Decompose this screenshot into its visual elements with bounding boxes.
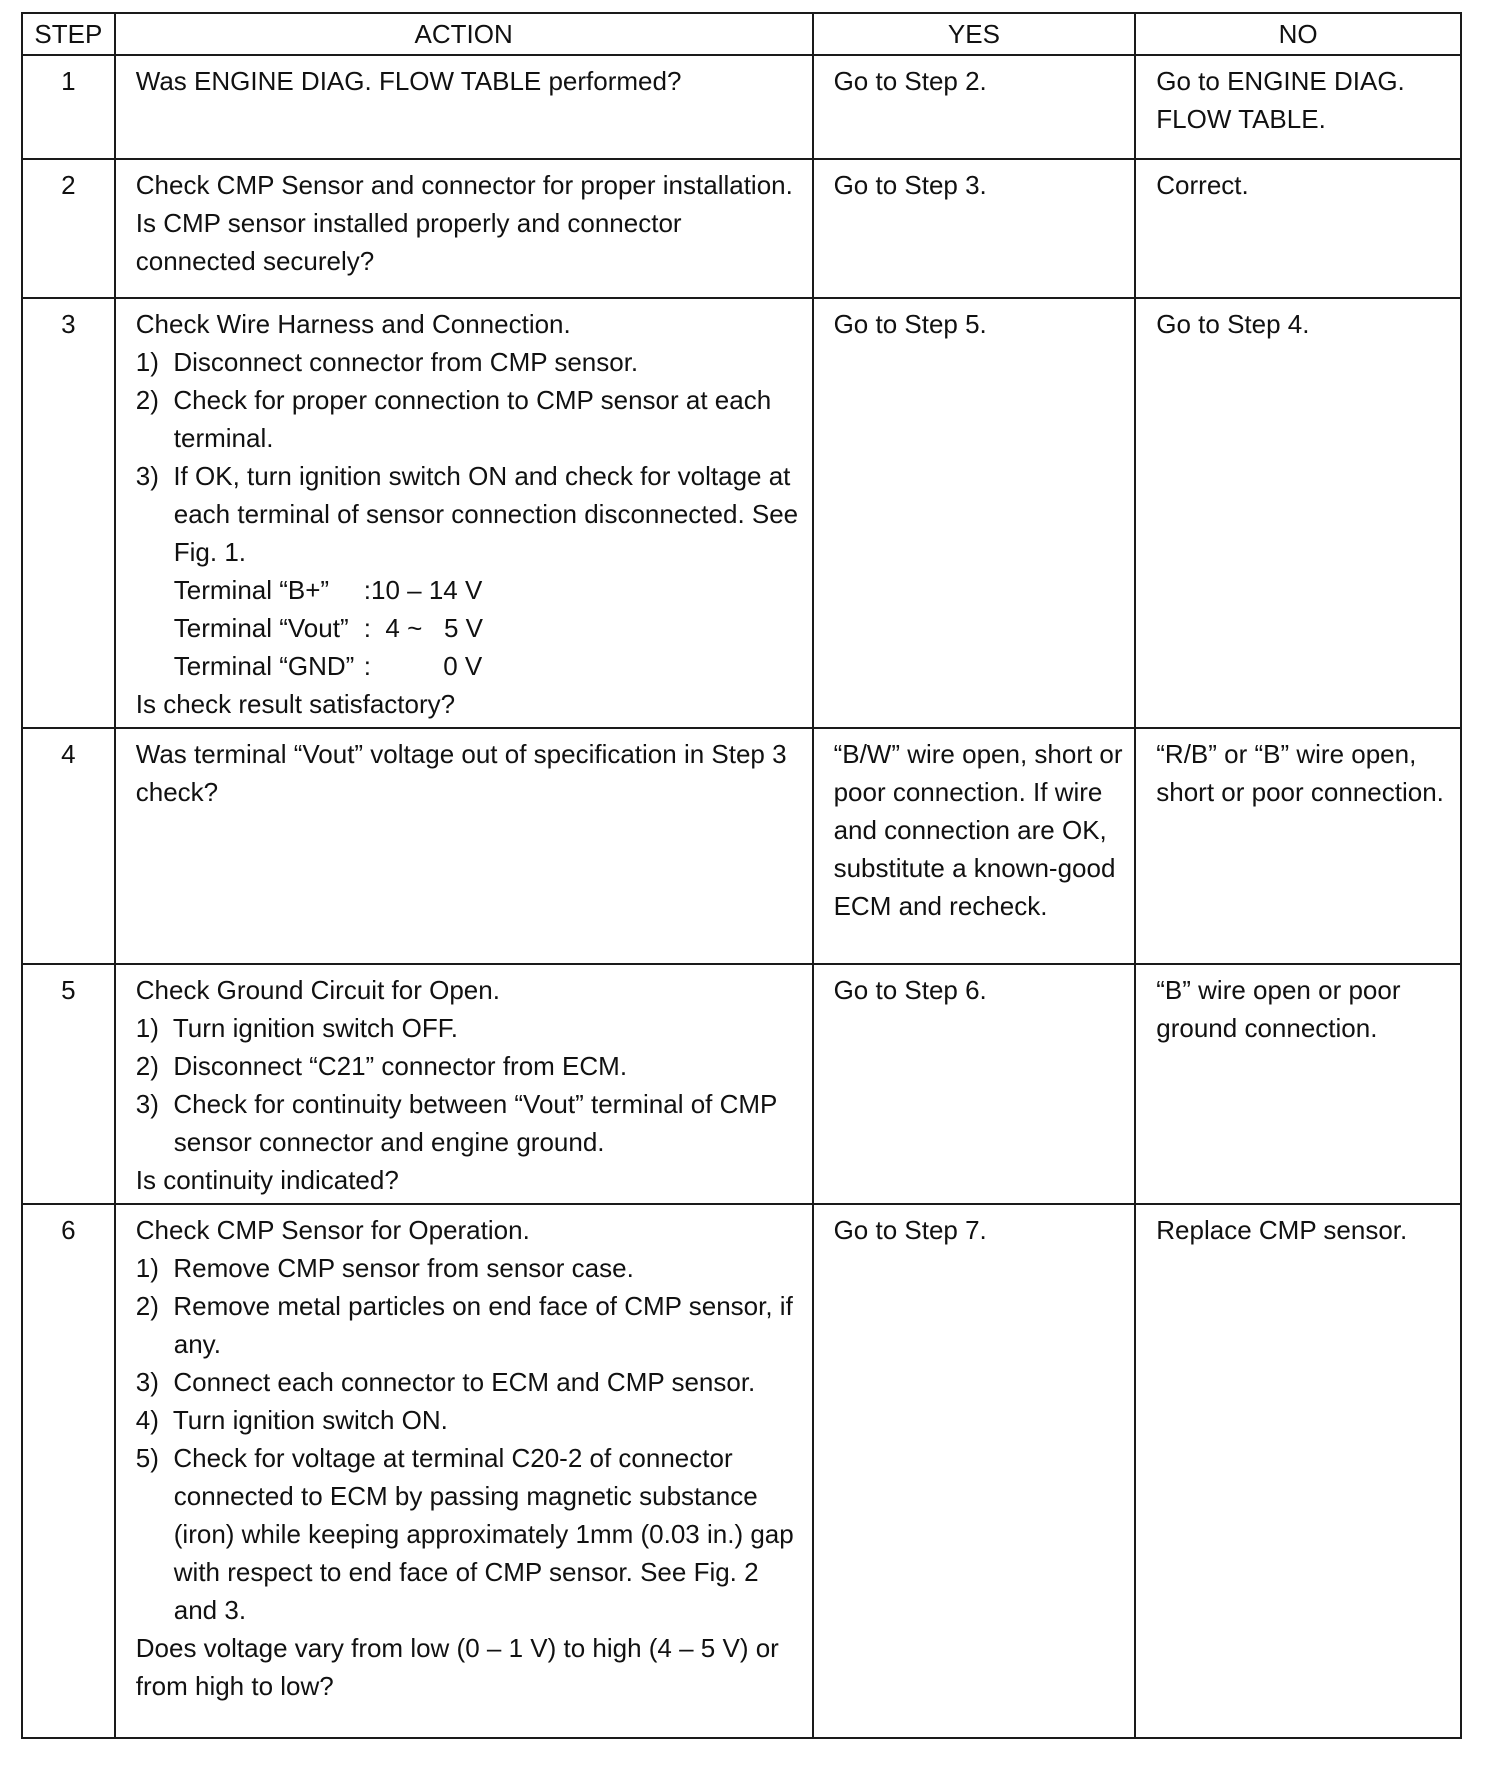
action-intro: Check Wire Harness and Connection. (135, 309, 571, 339)
action-substep: 3) Check for continuity between “Vout” terminal of CMP sensor connector and engine ground. (135, 1089, 777, 1157)
action-substep: 2) Check for proper connection to CMP sensor at each terminal. (135, 385, 772, 453)
table-row (22, 1204, 1461, 1738)
table-row (22, 964, 1461, 1204)
action-cell (115, 728, 813, 964)
table-row (22, 55, 1461, 159)
action-substep: 2) Remove metal particles on end face of CMP sensor, if any. (135, 1291, 793, 1359)
action-intro: Check CMP Sensor for Operation. (135, 1215, 530, 1245)
measurement-label: Terminal “B+” (173, 575, 330, 605)
yes-cell: Go to Step 7. (813, 1204, 1136, 1738)
action-intro: Check Ground Circuit for Open. (135, 975, 500, 1005)
action-question: Is continuity indicated? (135, 1165, 399, 1195)
yes-cell: “B/W” wire open, short or poor connection. If wire and connection are OK, substitute a known-good ECM and recheck. (813, 728, 1136, 964)
action-question: Does voltage vary from low (0 – 1 V) to high (4 – 5 V) or from high to low? (135, 1633, 779, 1701)
diagnostic-flow-table (21, 12, 1462, 1739)
step-number: 5 (22, 964, 115, 1204)
action-intro: Check CMP Sensor and connector for proper installation. (135, 170, 793, 200)
table-row (22, 728, 1461, 964)
yes-cell: Go to Step 6. (813, 964, 1136, 1204)
action-substep: 1) Turn ignition switch OFF. (135, 1013, 458, 1043)
measurement-line (136, 647, 802, 685)
measurement-line (136, 571, 802, 609)
no-cell: “B” wire open or poor ground connection. (1135, 964, 1461, 1204)
table-row (22, 298, 1461, 728)
table-row (22, 159, 1461, 298)
action-cell (115, 298, 813, 728)
header-no: NO (1135, 13, 1461, 55)
header-row (22, 13, 1461, 55)
action-intro: Was terminal “Vout” voltage out of specification in Step 3 check? (135, 739, 787, 807)
measurement-label: Terminal “Vout” (173, 613, 349, 643)
yes-cell: Go to Step 5. (813, 298, 1136, 728)
measurement-label: Terminal “GND” (173, 651, 355, 681)
step-number: 6 (22, 1204, 115, 1738)
yes-cell: Go to Step 3. (813, 159, 1136, 298)
measurement-value: : 0 V (363, 651, 483, 681)
no-cell: “R/B” or “B” wire open, short or poor connection. (1135, 728, 1461, 964)
action-cell (115, 159, 813, 298)
header-yes: YES (813, 13, 1136, 55)
action-cell (115, 964, 813, 1204)
step-number: 2 (22, 159, 115, 298)
action-question: Is CMP sensor installed properly and connector connected securely? (135, 208, 682, 276)
measurement-value: : 4 ~ 5 V (363, 613, 483, 643)
header-step: STEP (22, 13, 115, 55)
action-substep: 3) If OK, turn ignition switch ON and check for voltage at each terminal of sensor connection disconnected. See Fig. 1. (135, 461, 799, 567)
action-cell (115, 1204, 813, 1738)
action-intro: Was ENGINE DIAG. FLOW TABLE performed? (135, 66, 682, 96)
no-cell: Go to Step 4. (1135, 298, 1461, 728)
measurement-value: :10 – 14 V (363, 575, 483, 605)
action-substep: 3) Connect each connector to ECM and CMP sensor. (135, 1367, 756, 1397)
action-substep: 1) Disconnect connector from CMP sensor. (135, 347, 639, 377)
no-cell: Correct. (1135, 159, 1461, 298)
header-action: ACTION (115, 13, 813, 55)
step-number: 1 (22, 55, 115, 159)
action-substep: 4) Turn ignition switch ON. (135, 1405, 448, 1435)
no-cell: Replace CMP sensor. (1135, 1204, 1461, 1738)
measurement-line (136, 609, 802, 647)
no-cell: Go to ENGINE DIAG. FLOW TABLE. (1135, 55, 1461, 159)
action-cell (115, 55, 813, 159)
action-substep: 2) Disconnect “C21” connector from ECM. (135, 1051, 628, 1081)
yes-cell: Go to Step 2. (813, 55, 1136, 159)
action-substep: 5) Check for voltage at terminal C20-2 of connector connected to ECM by passing magnetic substance (iron) while keeping approximately 1mm (0.03 in.) gap with respect to end face of CMP sensor. See Fig. 2 and 3. (135, 1443, 794, 1625)
action-substep: 1) Remove CMP sensor from sensor case. (135, 1253, 634, 1283)
step-number: 3 (22, 298, 115, 728)
action-question: Is check result satisfactory? (135, 689, 456, 719)
step-number: 4 (22, 728, 115, 964)
